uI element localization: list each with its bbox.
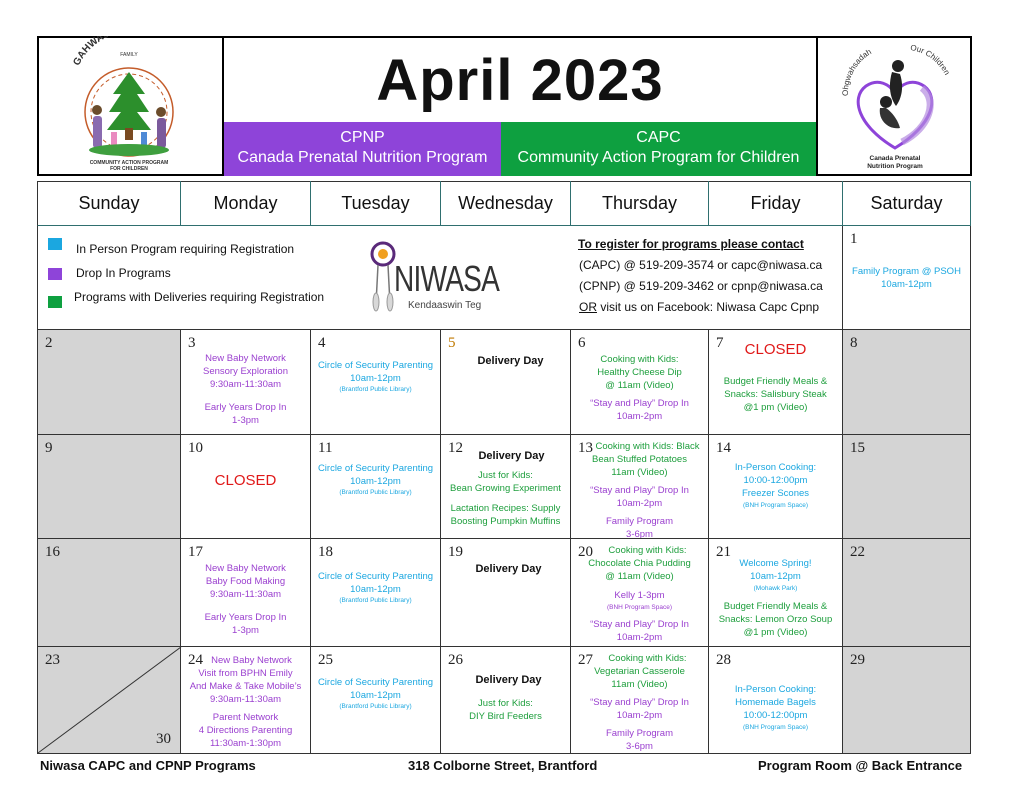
day-number: 10	[188, 440, 203, 456]
day-cell-5	[441, 330, 571, 435]
contact-cpnp: (CPNP) @ 519-209-3462 or cpnp@niwasa.ca	[579, 279, 823, 293]
event-text: Just for Kids:	[478, 470, 533, 481]
day-number: 6	[578, 335, 586, 351]
svg-text:Ohgwahsadah: Ohgwahsadah	[840, 47, 873, 97]
day-cell-24	[181, 647, 311, 754]
day-number: 13	[578, 440, 593, 456]
event-text: “Stay and Play” Drop In	[590, 398, 689, 409]
day-header-tuesday: Tuesday	[311, 181, 441, 226]
event-text: 11:30am-1:30pm	[209, 738, 282, 749]
footer-room: Program Room @ Back Entrance	[758, 758, 963, 773]
ohgwahsadah-logo	[816, 36, 972, 176]
event-text: DIY Bird Feeders	[469, 711, 542, 722]
day-cell-3	[181, 330, 311, 435]
event-text: (BNH Program Space)	[606, 604, 673, 611]
event-text: Delivery Day	[475, 563, 542, 575]
day-cell-17	[181, 539, 311, 647]
event-text: Baby Food Making	[205, 576, 286, 587]
day-cell-13	[571, 435, 709, 539]
event-text: “Stay and Play” Drop In	[590, 619, 689, 630]
day-cell-8	[843, 330, 971, 435]
day-header-friday: Friday	[709, 181, 843, 226]
day-cell-15	[843, 435, 971, 539]
contact-capc: (CAPC) @ 519-209-3574 or capc@niwasa.ca	[579, 258, 823, 272]
event-text: 10am-12pm	[350, 373, 401, 384]
event-text: And Make & Take Mobile’s	[189, 681, 302, 692]
closed-label: CLOSED	[744, 341, 807, 358]
event-text: 10am-12pm	[750, 571, 801, 582]
day-number: 3	[188, 335, 196, 351]
event-text: Sensory Exploration	[202, 366, 289, 377]
event-text: 11am (Video)	[611, 679, 668, 690]
day-cell-26	[441, 647, 571, 754]
day-header-monday: Monday	[181, 181, 311, 226]
day-number: 18	[318, 544, 333, 560]
day-number: 14	[716, 440, 731, 456]
cpnp-banner	[224, 122, 501, 176]
capc-name: Community Action Program for Children	[517, 149, 800, 166]
day-number: 17	[188, 544, 203, 560]
event-text: New Baby Network	[211, 655, 292, 666]
event-text: Budget Friendly Meals &	[723, 376, 828, 387]
event-text: Early Years Drop In	[204, 402, 287, 413]
day-cell-20	[571, 539, 709, 647]
legend-swatch-green	[48, 296, 62, 308]
info-block	[37, 226, 843, 330]
event-text: (Mohawk Park)	[753, 585, 798, 592]
event-text: “Stay and Play” Drop In	[590, 697, 689, 708]
event-text: Homemade Bagels	[735, 697, 816, 708]
contact-facebook-text: visit us on Facebook: Niwasa Capc Cpnp	[597, 300, 820, 314]
event-text: 10am-2pm	[616, 710, 663, 721]
event-text: @1 pm (Video)	[743, 402, 808, 413]
event-text: @ 11am (Video)	[605, 571, 674, 582]
event-text: Cooking with Kids:	[600, 354, 679, 365]
day-header-sunday: Sunday	[37, 181, 181, 226]
event-text: (Brantford Public Library)	[339, 597, 412, 604]
event-text: Freezer Scones	[741, 488, 810, 499]
event-text: (Brantford Public Library)	[339, 703, 412, 710]
event-text: 9:30am-11:30am	[209, 694, 282, 705]
day-cell-12	[441, 435, 571, 539]
day-number: 15	[850, 440, 865, 456]
day-number: 2	[45, 335, 53, 351]
legend-label: Drop In Programs	[76, 266, 171, 280]
svg-text:Canada Prenatal: Canada Prenatal	[869, 155, 921, 162]
event-text: 10am-12pm	[350, 476, 401, 487]
event-text: Family Program	[605, 728, 674, 739]
day-header-saturday: Saturday	[843, 181, 971, 226]
day-cell-28	[709, 647, 843, 754]
event-text: Snacks: Salisbury Steak	[724, 389, 827, 400]
day-number: 5	[448, 335, 456, 351]
event-text: Lactation Recipes: Supply	[450, 503, 561, 514]
event-text: Boosting Pumpkin Muffins	[450, 516, 561, 527]
day-number: 16	[45, 544, 60, 560]
event-text: Snacks: Lemon Orzo Soup	[718, 614, 833, 625]
svg-text:FOR CHILDREN: FOR CHILDREN	[110, 166, 148, 172]
event-text: 3-6pm	[626, 741, 653, 752]
event-text: Delivery Day	[478, 450, 545, 462]
event-text: 10am-2pm	[616, 411, 663, 422]
niwasa-logo	[368, 236, 498, 322]
event-text: New Baby Network	[205, 353, 286, 364]
event-text: Family Program @ PSOH	[852, 266, 961, 277]
event-text: New Baby Network	[205, 563, 286, 574]
svg-text:FAMILY: FAMILY	[120, 52, 138, 58]
event-text: Delivery Day	[475, 674, 542, 686]
event-text: “Stay and Play” Drop In	[590, 485, 689, 496]
event-text: 4 Directions Parenting	[198, 725, 293, 736]
event-text: Bean Growing Experiment	[450, 483, 561, 494]
event-text: Vegetarian Casserole	[594, 666, 685, 677]
event-text: Cooking with Kids: Black	[595, 441, 700, 452]
closed-label: CLOSED	[214, 472, 277, 489]
cpnp-code: CPNP	[340, 129, 385, 146]
cpnp-name: Canada Prenatal Nutrition Program	[237, 149, 488, 166]
event-text: Budget Friendly Meals &	[723, 601, 828, 612]
mother-child-heart-icon	[818, 36, 972, 174]
family-circle-icon	[37, 36, 222, 174]
event-text: Cooking with Kids:	[608, 545, 687, 556]
day-number: 20	[578, 544, 593, 560]
event-text: Healthy Cheese Dip	[597, 367, 682, 378]
svg-text:Our Children: Our Children	[909, 43, 952, 77]
day-number: 4	[318, 335, 326, 351]
day-cell-10	[181, 435, 311, 539]
event-text: Early Years Drop In	[204, 612, 287, 623]
event-text: 10am-12pm	[350, 584, 401, 595]
day-cell-27	[571, 647, 709, 754]
legend-label: Programs with Deliveries requiring Registration	[74, 290, 325, 304]
day-cell-11	[311, 435, 441, 539]
day-cell-23-30	[37, 647, 181, 754]
day-cell-22	[843, 539, 971, 647]
svg-text:Nutrition Program: Nutrition Program	[867, 163, 923, 170]
day-cell-1	[843, 226, 971, 330]
event-text: 11am (Video)	[611, 467, 668, 478]
event-text: Just for Kids:	[478, 698, 533, 709]
event-text: (Brantford Public Library)	[339, 489, 412, 496]
day-cell-4	[311, 330, 441, 435]
day-number: 12	[448, 440, 463, 456]
event-text: 10am-2pm	[616, 632, 663, 643]
day-cell-19	[441, 539, 571, 647]
footer-address: 318 Colborne Street, Brantford	[408, 758, 598, 773]
event-text: @1 pm (Video)	[743, 627, 808, 638]
capc-code: CAPC	[636, 129, 681, 146]
event-text: In-Person Cooking:	[734, 684, 817, 695]
event-text: 10am-12pm	[881, 279, 932, 290]
niwasa-sub: Kendaaswin Teg	[408, 300, 482, 311]
event-text: 10:00-12:00pm	[743, 475, 808, 486]
day-number: 19	[448, 544, 463, 560]
event-text: Parent Network	[212, 712, 279, 723]
event-text: (BNH Program Space)	[742, 724, 809, 731]
event-text: 1-3pm	[232, 415, 259, 426]
day-number: 25	[318, 652, 333, 668]
day-number: 21	[716, 544, 731, 560]
event-text: Chocolate Chia Pudding	[588, 558, 691, 569]
day-cell-7	[709, 330, 843, 435]
event-text: Visit from BPHN Emily	[198, 668, 293, 679]
event-text: In-Person Cooking:	[734, 462, 817, 473]
day-number: 26	[448, 652, 463, 668]
event-text: 3-6pm	[626, 529, 653, 539]
event-text: Cooking with Kids:	[608, 653, 687, 664]
event-text: Circle of Security Parenting	[317, 571, 434, 582]
capc-banner	[501, 122, 816, 176]
legend-swatch-purple	[48, 268, 62, 280]
event-text: Family Program	[605, 516, 674, 527]
day-number-secondary: 30	[156, 731, 171, 747]
day-number: 24	[188, 652, 203, 668]
event-text: Welcome Spring!	[739, 558, 812, 569]
day-cell-16	[37, 539, 181, 647]
page-title: April 2023	[376, 47, 664, 113]
day-number: 8	[850, 335, 858, 351]
legend-swatch-blue	[48, 238, 62, 250]
day-cell-29	[843, 647, 971, 754]
day-header-wednesday: Wednesday	[441, 181, 571, 226]
event-text: (BNH Program Space)	[742, 502, 809, 509]
event-text: 10:00-12:00pm	[743, 710, 808, 721]
day-number: 27	[578, 652, 593, 668]
contact-heading: To register for programs please contact	[578, 237, 804, 251]
svg-text:GAHWAJIYA:DE: GAHWA	[71, 36, 106, 68]
legend-label: In Person Program requiring Registration	[76, 242, 295, 256]
day-number: 28	[716, 652, 731, 668]
day-cell-14	[709, 435, 843, 539]
gahwajiyade-logo	[37, 36, 224, 176]
event-text: 10am-2pm	[616, 498, 663, 509]
svg-text:COMMUNITY ACTION PROGRAM: COMMUNITY ACTION PROGRAM	[89, 160, 169, 166]
event-text: (Brantford Public Library)	[339, 386, 412, 393]
event-text: 1-3pm	[232, 625, 259, 636]
day-number: 22	[850, 544, 865, 560]
event-text: Circle of Security Parenting	[317, 360, 434, 371]
day-cell-25	[311, 647, 441, 754]
event-text: @ 11am (Video)	[605, 380, 674, 391]
day-cell-9	[37, 435, 181, 539]
event-text: 9:30am-11:30am	[209, 589, 282, 600]
event-text: 10am-12pm	[350, 690, 401, 701]
event-text: Kelly 1-3pm	[614, 590, 665, 601]
contact-facebook	[579, 297, 819, 318]
event-text: Circle of Security Parenting	[317, 463, 434, 474]
footer-programs: Niwasa CAPC and CPNP Programs	[40, 758, 256, 773]
event-text: 9:30am-11:30am	[209, 379, 282, 390]
contact-or: OR	[579, 300, 597, 314]
niwasa-name: NIWASA	[394, 258, 500, 299]
event-text: Bean Stuffed Potatoes	[592, 454, 687, 465]
day-cell-6	[571, 330, 709, 435]
event-text: Circle of Security Parenting	[317, 677, 434, 688]
day-cell-2	[37, 330, 181, 435]
day-number: 9	[45, 440, 53, 456]
event-text: Delivery Day	[477, 355, 544, 367]
day-cell-18	[311, 539, 441, 647]
day-header-thursday: Thursday	[571, 181, 709, 226]
day-number: 29	[850, 652, 865, 668]
day-cell-21	[709, 539, 843, 647]
day-number: 1	[850, 231, 858, 247]
day-number: 11	[318, 440, 333, 456]
day-number: 7	[716, 335, 724, 351]
day-number: 23	[45, 652, 60, 668]
